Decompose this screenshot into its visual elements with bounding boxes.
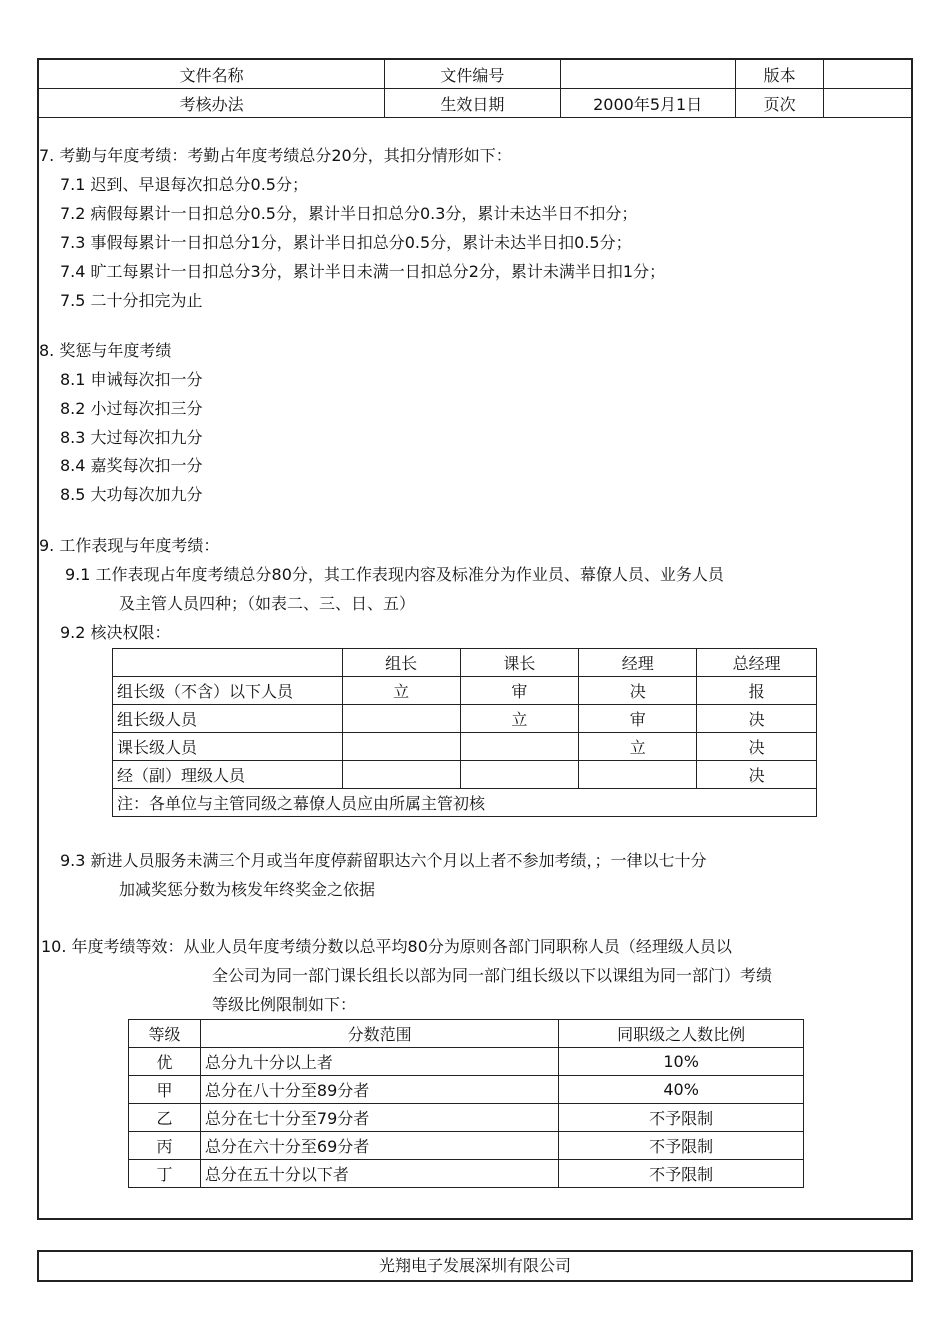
section-10-line-1: 10. 年度考绩等效：从业人员年度考绩分数以总平均80分为原则各部门同职称人员（经理级人员以	[41, 937, 732, 956]
table-cell: 不予限制	[559, 1132, 804, 1160]
table-cell: 丙	[129, 1132, 201, 1160]
table-cell	[342, 761, 460, 789]
page-value	[824, 89, 913, 118]
section-8-item: 8.3 大过每次扣九分	[60, 428, 203, 447]
table-cell: 决	[697, 733, 817, 761]
section-9-3-line-2: 加减奖惩分数为核发年终奖金之依据	[119, 880, 376, 899]
table-cell: 总分九十分以上者	[200, 1048, 558, 1076]
table-cell: 立	[460, 705, 579, 733]
table-row	[129, 1076, 804, 1104]
table-header-cell: 分数范围	[200, 1020, 558, 1048]
effective-date-label: 生效日期	[385, 89, 560, 118]
table-cell: 总分在八十分至89分者	[200, 1076, 558, 1104]
section-8-item: 8.2 小过每次扣三分	[60, 399, 203, 418]
table-header-cell: 同职级之人数比例	[559, 1020, 804, 1048]
table-note-row	[113, 789, 817, 817]
table-cell: 组长级人员	[113, 705, 343, 733]
table-cell: 决	[697, 761, 817, 789]
table-cell: 不予限制	[559, 1160, 804, 1188]
table-cell: 优	[129, 1048, 201, 1076]
section-9-2-title: 9.2 核决权限：	[60, 623, 171, 642]
doc-no-label: 文件编号	[385, 60, 560, 89]
section-7-title: 7. 考勤与年度考绩：考勤占年度考绩总分20分，其扣分情形如下：	[39, 146, 512, 165]
section-8-item: 8.1 申诫每次扣一分	[60, 370, 203, 389]
table-cell: 立	[342, 677, 460, 705]
table-header-cell: 等级	[129, 1020, 201, 1048]
table-cell: 不予限制	[559, 1104, 804, 1132]
section-7-item: 7.1 迟到、早退每次扣总分0.5分；	[60, 175, 308, 194]
table-cell: 立	[579, 733, 697, 761]
table-header-cell: 组长	[342, 649, 460, 677]
doc-title: 考核办法	[39, 89, 385, 118]
doc-name-label: 文件名称	[39, 60, 385, 89]
table-row	[113, 705, 817, 733]
document-header-table	[39, 60, 913, 118]
table-row	[129, 1132, 804, 1160]
section-7-item: 7.3 事假每累计一日扣总分1分，累计半日扣总分0.5分，累计未达半日扣0.5分；	[60, 233, 632, 252]
table-row	[113, 733, 817, 761]
table-cell: 丁	[129, 1160, 201, 1188]
table-cell: 审	[579, 705, 697, 733]
table-header-cell: 课长	[460, 649, 579, 677]
document-frame	[37, 58, 913, 1220]
section-9-1-line-1: 9.1 工作表现占年度考绩总分80分，其工作表现内容及标准分为作业员、幕僚人员、业务人员	[65, 565, 724, 584]
company-footer: 光翔电子发展深圳有限公司	[37, 1250, 913, 1282]
doc-no-value	[560, 60, 735, 89]
table-cell	[579, 761, 697, 789]
table-header-row	[129, 1020, 804, 1048]
section-7-item: 7.4 旷工每累计一日扣总分3分，累计半日未满一日扣总分2分，累计未满半日扣1分；	[60, 262, 666, 281]
table-cell: 总分在七十分至79分者	[200, 1104, 558, 1132]
table-note: 注：各单位与主管同级之幕僚人员应由所属主管初核	[113, 789, 817, 817]
table-row	[113, 761, 817, 789]
section-9-1-line-2: 及主管人员四种；（如表二、三、日、五）	[119, 594, 416, 613]
table-row	[129, 1104, 804, 1132]
section-7-item: 7.2 病假每累计一日扣总分0.5分，累计半日扣总分0.3分，累计未达半日不扣分；	[60, 204, 638, 223]
page-label: 页次	[735, 89, 824, 118]
section-8-item: 8.4 嘉奖每次扣一分	[60, 456, 203, 475]
table-header-cell	[113, 649, 343, 677]
version-value	[824, 60, 913, 89]
table-header-cell: 总经理	[697, 649, 817, 677]
table-cell: 10%	[559, 1048, 804, 1076]
table-cell	[460, 733, 579, 761]
table-row	[129, 1048, 804, 1076]
table-row	[113, 677, 817, 705]
table-cell: 决	[579, 677, 697, 705]
section-8-item: 8.5 大功每次加九分	[60, 485, 203, 504]
section-9-title: 9. 工作表现与年度考绩：	[39, 536, 220, 555]
table-cell: 经（副）理级人员	[113, 761, 343, 789]
section-8-title: 8. 奖惩与年度考绩	[39, 341, 172, 360]
table-cell	[342, 705, 460, 733]
table-cell: 决	[697, 705, 817, 733]
authority-table	[112, 648, 817, 817]
table-header-cell: 经理	[579, 649, 697, 677]
version-label: 版本	[735, 60, 824, 89]
table-cell: 总分在六十分至69分者	[200, 1132, 558, 1160]
table-cell: 组长级（不含）以下人员	[113, 677, 343, 705]
grade-table	[128, 1019, 804, 1188]
section-7-item: 7.5 二十分扣完为止	[60, 291, 203, 310]
table-cell: 报	[697, 677, 817, 705]
table-cell: 课长级人员	[113, 733, 343, 761]
table-cell	[342, 733, 460, 761]
table-cell: 甲	[129, 1076, 201, 1104]
section-9-3-line-1: 9.3 新进人员服务未满三个月或当年度停薪留职达六个月以上者不参加考绩，；一律以七十分	[60, 851, 707, 870]
table-row	[129, 1160, 804, 1188]
table-header-row	[113, 649, 817, 677]
table-cell	[460, 761, 579, 789]
effective-date-value: 2000年5月1日	[560, 89, 735, 118]
table-cell: 审	[460, 677, 579, 705]
table-cell: 总分在五十分以下者	[200, 1160, 558, 1188]
table-cell: 40%	[559, 1076, 804, 1104]
section-10-line-3: 等级比例限制如下：	[212, 995, 357, 1014]
table-cell: 乙	[129, 1104, 201, 1132]
section-10-line-2: 全公司为同一部门课长组长以部为同一部门组长级以下以课组为同一部门）考绩	[212, 966, 773, 985]
